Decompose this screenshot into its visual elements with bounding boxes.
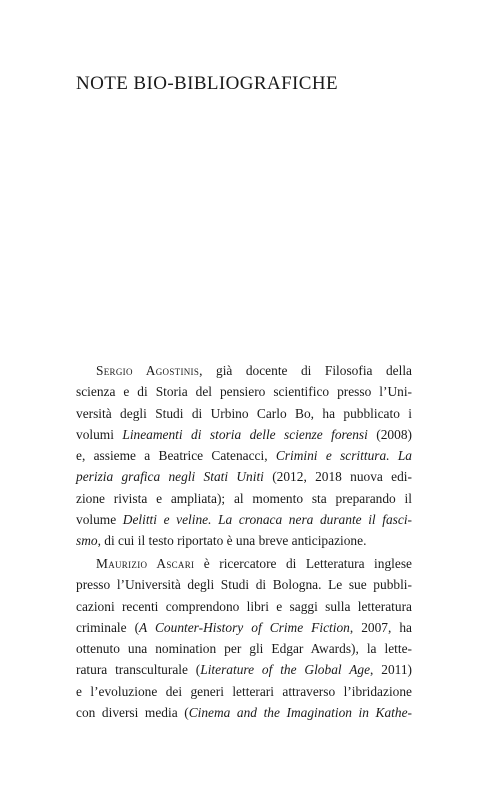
text-line: e, assieme a Beatrice Catenacci, Crimini e scrittura. La — [76, 448, 412, 464]
author-name: Maurizio Ascari — [96, 556, 195, 571]
book-title: Delitti e veline. La cronaca nera durante il fasci- — [122, 512, 413, 528]
text-line: ottenuto una nomination per gli Edgar Awards), la lette- — [76, 641, 412, 657]
book-title: perizia grafica negli Stati Uniti — [76, 469, 264, 485]
text-line: e l’evoluzione dei generi letterari attraverso l’ibridazione — [76, 683, 412, 699]
bio-paragraph-ascari — [76, 553, 412, 723]
text-line: scienza e di Storia del pensiero scientifico presso l’Uni- — [76, 384, 412, 400]
text-line: volume Delitti e veline. La cronaca nera durante il fasci- — [76, 512, 413, 528]
book-title: smo — [76, 533, 98, 549]
book-title: Crimini e scrittura. La — [275, 448, 412, 464]
text-line: cazioni recenti comprendono libri e saggi sulla letteratura — [76, 598, 412, 614]
book-title: Cinema and the Imagination in Kathe- — [188, 705, 412, 721]
bio-paragraph-agostinis — [76, 360, 412, 552]
text-line: volumi Lineamenti di storia delle scienze forensi (2008) — [76, 426, 412, 442]
book-title: Lineamenti di storia delle scienze forensi — [122, 426, 368, 442]
text-line: presso l’Università degli Studi di Bologna. Le sue pubbli- — [76, 577, 412, 593]
text-line: Sergio Agostinis, già docente di Filosofia della — [96, 363, 412, 378]
text-line: zione rivista e ampliata); al momento sta preparando il — [76, 490, 412, 506]
text-line: criminale (A Counter-History of Crime Fiction, 2007, ha — [76, 619, 413, 635]
text-line: perizia grafica negli Stati Uniti (2012, 2018 nuova edi- — [76, 469, 412, 485]
text-line: smo, di cui il testo riportato è una breve anticipazione. — [76, 533, 367, 549]
book-title: A Counter-History of Crime Fiction — [139, 619, 350, 635]
author-name: Sergio Agostinis — [96, 363, 200, 378]
page-title: NOTE BIO-BIBLIOGRAFICHE — [76, 73, 338, 94]
text-line: con diversi media (Cinema and the Imagination in Kathe- — [76, 705, 412, 721]
book-title: Literature of the Global Age — [200, 662, 371, 678]
text-line: ratura transculturale (Literature of the Global Age, 2011) — [76, 662, 412, 678]
text-line: versità degli Studi di Urbino Carlo Bo, ha pubblicato i — [76, 405, 412, 421]
text-line: Maurizio Ascari è ricercatore di Letteratura inglese — [96, 556, 412, 571]
